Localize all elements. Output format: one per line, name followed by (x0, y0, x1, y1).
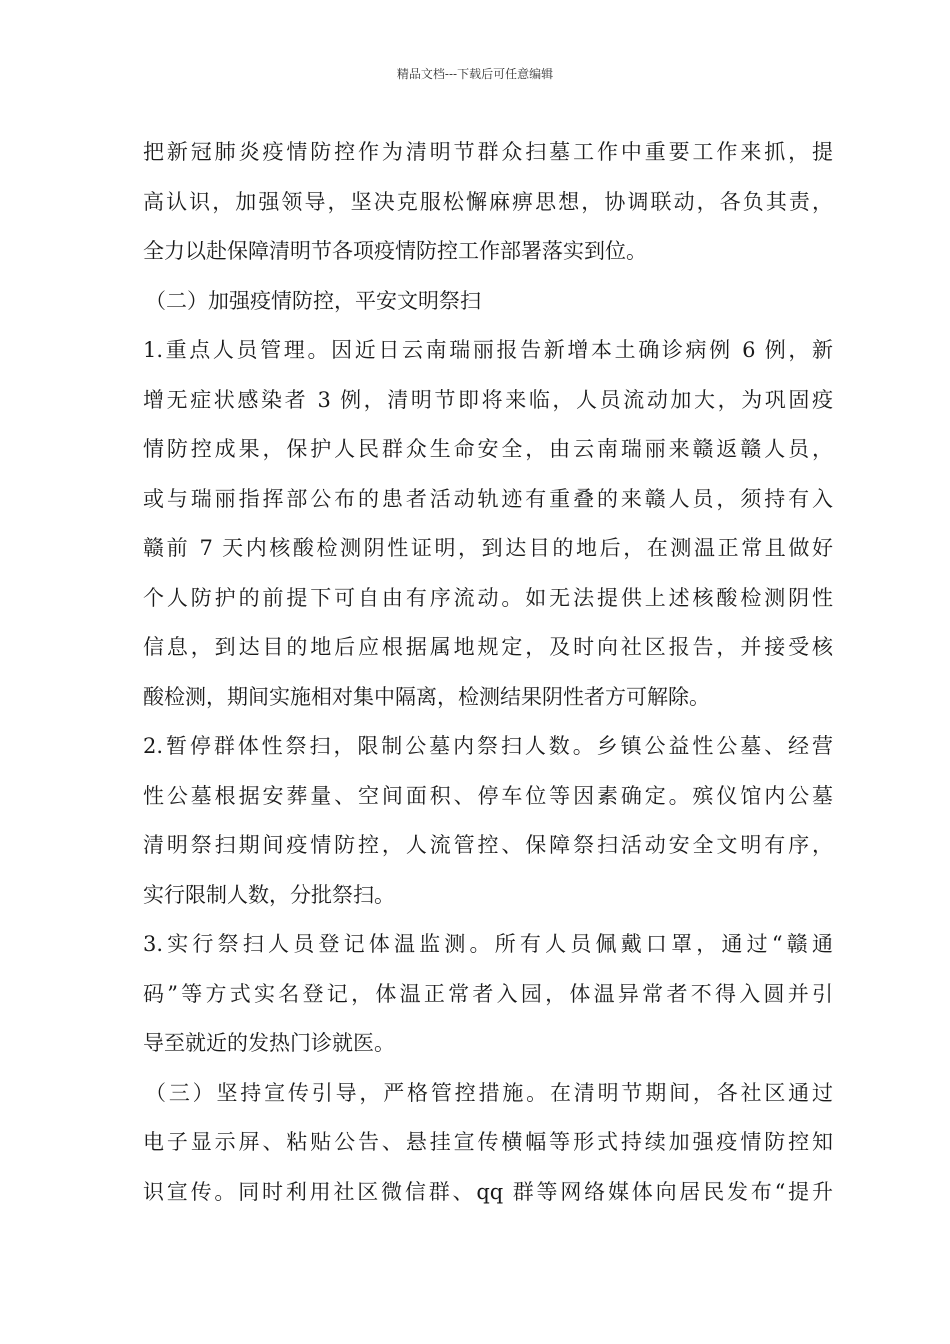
body-line: 1.重点人员管理。因近日云南瑞丽报告新增本土确诊病例 6 例，新 (143, 338, 833, 362)
body-line: 全力以赴保障清明节各项疫情防控工作部署落实到位。 (143, 239, 647, 263)
body-line: 3.实行祭扫人员登记体温监测。所有人员佩戴口罩，通过“赣通 (143, 932, 833, 956)
body-line: 识宣传。同时利用社区微信群、qq 群等网络媒体向居民发布“提升 (143, 1179, 833, 1204)
body-line: 码”等方式实名登记，体温正常者入园，体温异常者不得入圆并引 (143, 981, 833, 1006)
body-line: 或与瑞丽指挥部公布的患者活动轨迹有重叠的来赣人员，须持有入 (143, 486, 833, 511)
body-line: 赣前 7 天内核酸检测阴性证明，到达目的地后，在测温正常且做好 (143, 536, 833, 560)
body-line: 增无症状感染者 3 例，清明节即将来临，人员流动加大，为巩固疫 (143, 387, 833, 412)
body-line: 导至就近的发热门诊就医。 (143, 1031, 395, 1055)
body-line: （二）加强疫情防控，平安文明祭扫 (145, 288, 481, 313)
body-line: 性公墓根据安葬量、空间面积、停车位等因素确定。殡仪馆内公墓 (143, 783, 833, 808)
body-line: 把新冠肺炎疫情防控作为清明节群众扫墓工作中重要工作来抓，提 (143, 140, 833, 164)
body-line: 酸检测，期间实施相对集中隔离，检测结果阴性者方可解除。 (143, 684, 710, 709)
body-line: 2.暂停群体性祭扫，限制公墓内祭扫人数。乡镇公益性公墓、经营 (143, 734, 833, 758)
body-line: 实行限制人数，分批祭扫。 (143, 882, 395, 907)
body-line: 高认识，加强领导，坚决克服松懈麻痹思想，协调联动，各负其责， (143, 189, 833, 214)
body-line: 情防控成果，保护人民群众生命安全，由云南瑞丽来赣返赣人员， (143, 437, 833, 461)
body-line: 信息，到达目的地后应根据属地规定，及时向社区报告，并接受核 (143, 635, 833, 659)
body-line: 个人防护的前提下可自由有序流动。如无法提供上述核酸检测阴性 (143, 585, 833, 610)
body-line: 清明祭扫期间疫情防控，人流管控、保障祭扫活动安全文明有序， (143, 833, 833, 857)
page-header: 精品文档---下载后可任意编辑 (396, 67, 554, 81)
body-line: 电子显示屏、粘贴公告、悬挂宣传横幅等形式持续加强疫情防控知 (143, 1130, 833, 1154)
document-body (143, 128, 833, 1217)
body-line: （三）坚持宣传引导，严格管控措施。在清明节期间，各社区通过 (145, 1080, 833, 1105)
